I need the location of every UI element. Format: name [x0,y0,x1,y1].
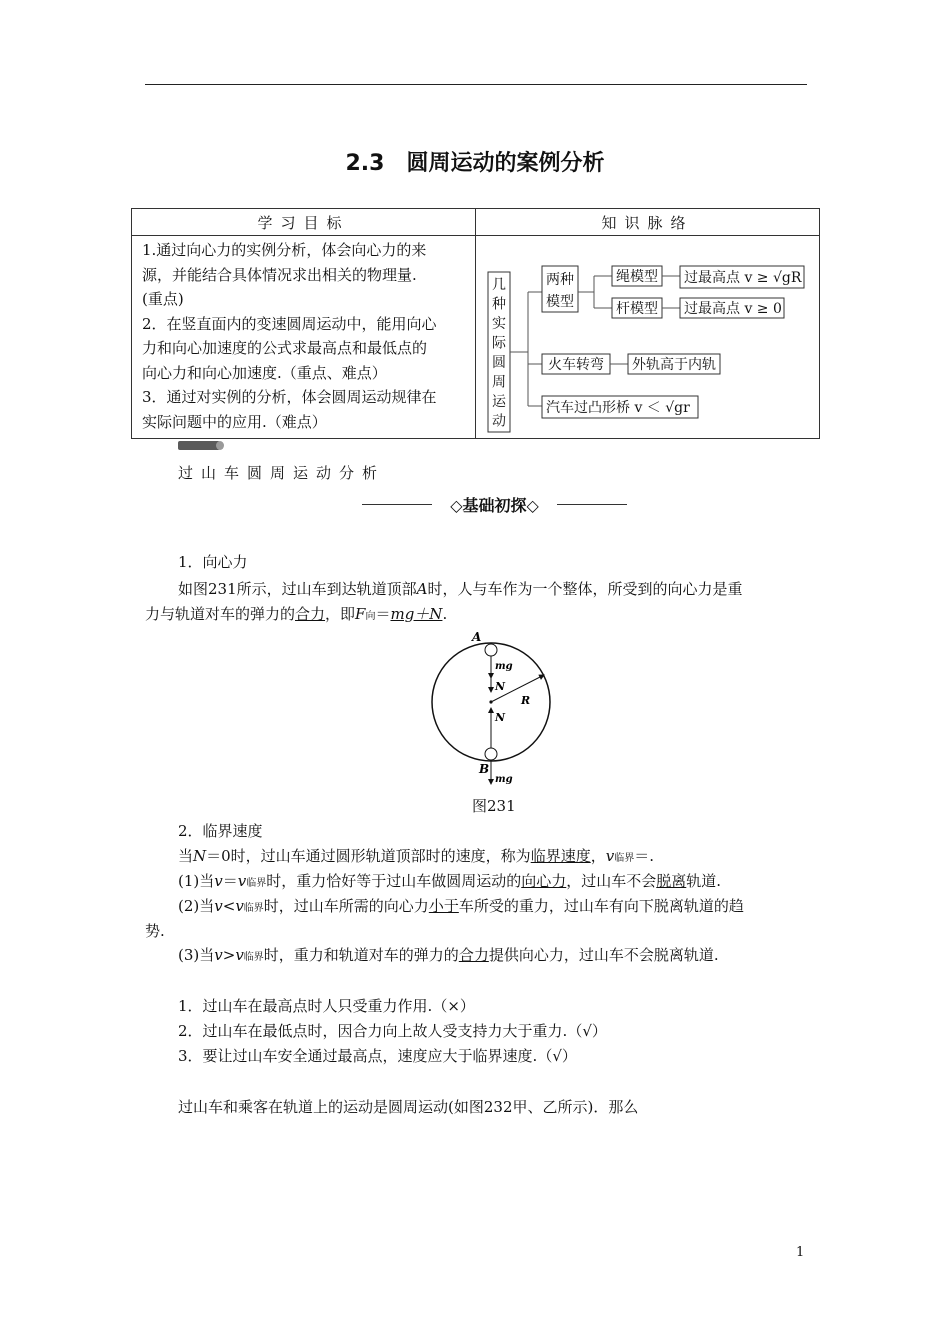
heading-critical-speed: 2．临界速度 [178,822,263,840]
page-number: 1 [796,1245,805,1260]
label-N-top: N [495,680,506,693]
car-top [485,644,497,656]
mindmap-car: 汽车过凸形桥 v ＜ √gr [546,400,690,416]
label-N-bottom: N [495,711,506,724]
mindmap-root: 几种实际圆周运动 [492,277,506,430]
mindmap-train-cond: 外轨高于内轨 [632,357,716,373]
goal-line: 3．通过对实例的分析，体会圆周运动规律在 [142,388,437,406]
para-line: (2)当v<v临界时，过山车所需的向心力小于车所受的重力，过山车有向下脱离轨道的趋 [178,897,744,915]
knowledge-map-cell [476,236,820,439]
label-R: R [521,694,531,707]
para-line: (1)当v＝v临界时，重力恰好等于过山车做圆周运动的向心力，过山车不会脱离轨道. [178,872,722,890]
label-A: A [472,630,482,644]
para-line: 力与轨道对车的弹力的合力，即F向＝mg＋N. [145,605,448,623]
figure-231 [420,628,560,794]
goal-line: 力和向心加速度的公式求最高点和最低点的 [142,339,428,357]
goal-line: 源，并能结合具体情况求出相关的物理量. [142,265,417,284]
para-line: 势. [145,922,165,940]
para-line: 过山车和乘客在轨道上的运动是圆周运动(如图232甲、乙所示)．那么 [178,1098,639,1116]
divider-label: ◇基础初探◇ [450,496,539,515]
mindmap-models-l1: 两种 [546,272,574,288]
section-divider [362,493,627,517]
judge-item: 3．要让过山车安全通过最高点，速度应大于临界速度.（√） [178,1047,577,1065]
knowledge-map [476,236,820,440]
label-B: B [479,762,490,776]
mindmap-rod-cond: 过最高点 v ≥ 0 [684,301,782,317]
figure-caption: 图231 [472,797,516,815]
para-line: 当N＝0时，过山车通过圆形轨道顶部时的速度，称为临界速度，v临界＝. [178,847,654,865]
mindmap-models-l2: 模型 [546,294,574,310]
knowledge-point-badge [178,441,220,450]
para-line: 如图231所示，过山车到达轨道顶部A时，人与车作为一个整体，所受到的向心力是重 [178,580,743,598]
label-mg-top: mg [495,661,513,672]
knowledge-header: 知识脉络 [476,209,820,236]
header-rule [145,84,807,85]
mindmap-rod: 杆模型 [616,301,658,317]
goals-header: 学习目标 [132,209,476,236]
mindmap-rope-cond: 过最高点 v ≥ √gR [684,270,802,286]
car-bottom [485,748,497,760]
goals-cell [132,236,476,439]
goal-line: 向心力和向心加速度.（重点、难点） [142,363,387,382]
goals-table [131,208,820,439]
section-title: 过山车圆周运动分析 [178,464,386,482]
para-line: (3)当v>v临界时，重力和轨道对车的弹力的合力提供向心力，过山车不会脱离轨道. [178,946,719,964]
mindmap-rope: 绳模型 [616,269,658,285]
goal-line: 1.通过向心力的实例分析，体会向心力的来 [142,241,427,259]
goal-line: 2．在竖直面内的变速圆周运动中，能用向心 [142,314,437,333]
mindmap-train: 火车转弯 [548,357,604,373]
judge-item: 2．过山车在最低点时，因合力向上故人受支持力大于重力.（√） [178,1022,607,1040]
goal-line: 实际问题中的应用.（难点） [142,412,327,431]
heading-centripetal: 1．向心力 [178,553,248,571]
page-title: 2.3 圆周运动的案例分析 [345,151,605,176]
goal-line: (重点) [142,290,184,308]
judge-item: 1．过山车在最高点时人只受重力作用.（×） [178,997,475,1015]
label-mg-bottom: mg [495,774,513,785]
